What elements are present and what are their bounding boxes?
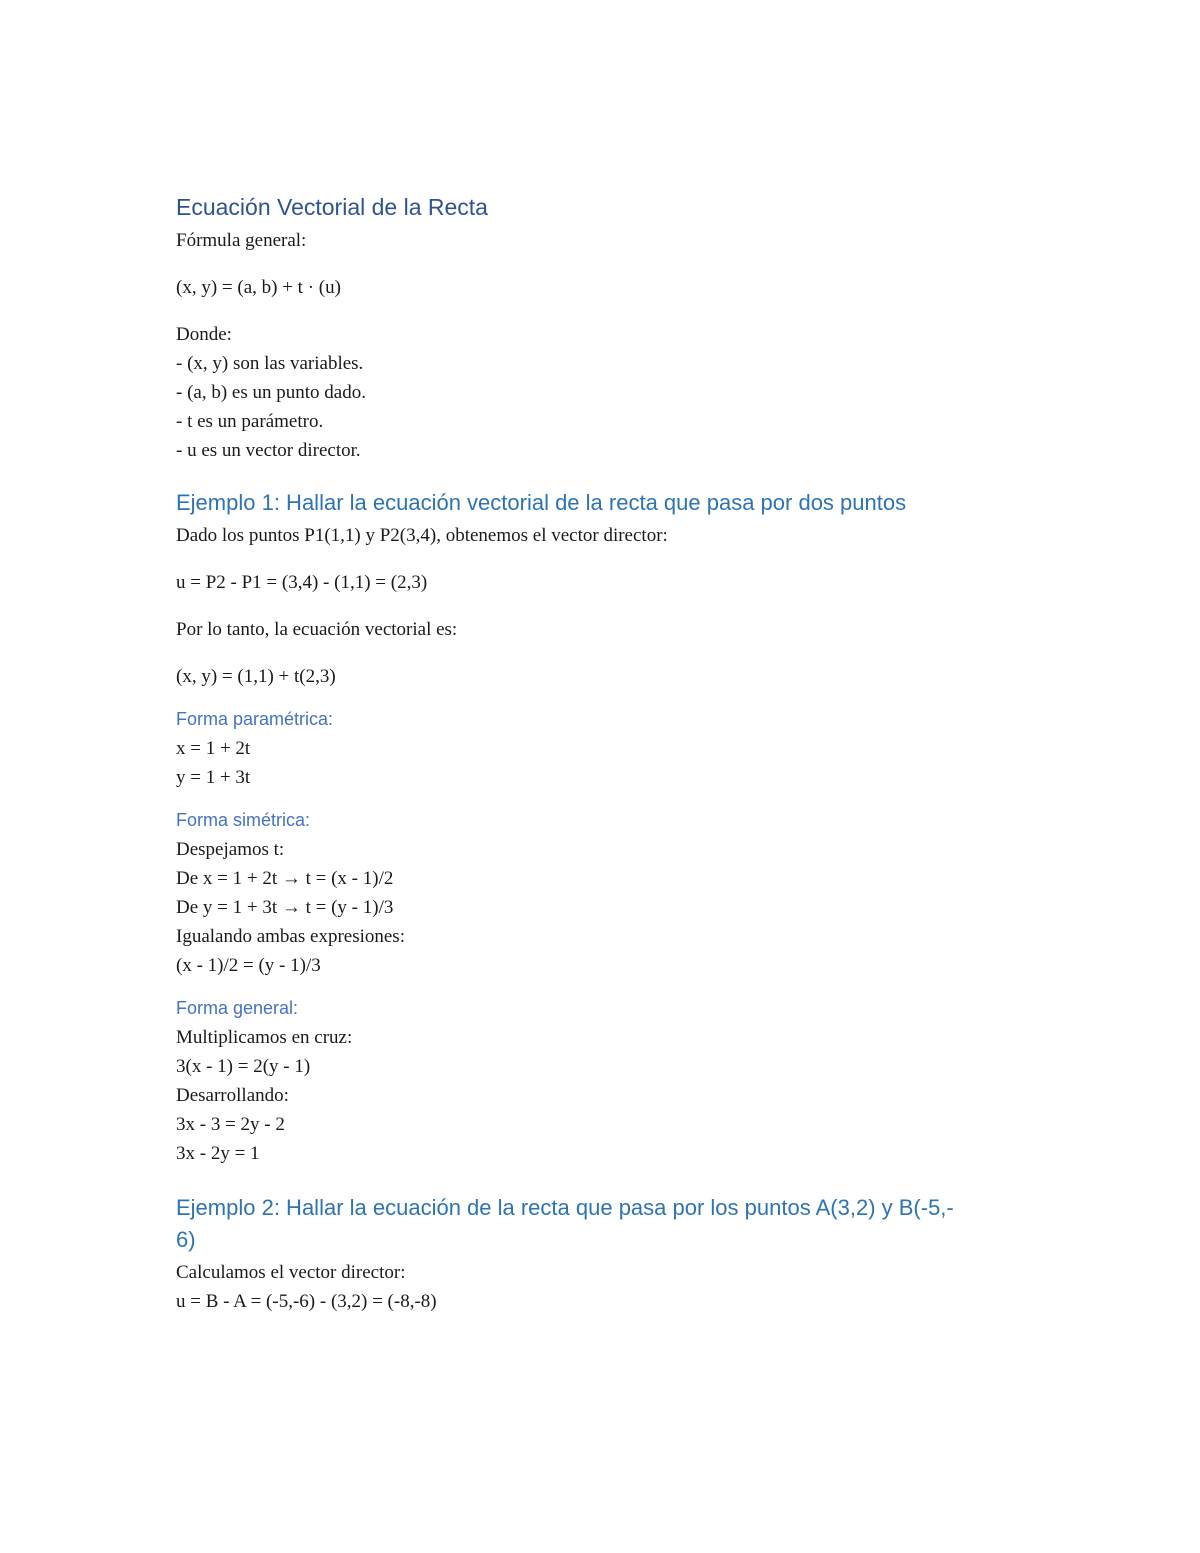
- general-form-line: 3x - 3 = 2y - 2: [176, 1114, 285, 1135]
- example1-heading: Ejemplo 1: Hallar la ecuación vectorial de la recta que pasa por dos puntos: [176, 490, 907, 515]
- example2-heading: [176, 1192, 1026, 1256]
- formula-label: Fórmula general:: [176, 230, 307, 251]
- example2-heading-line: 6): [176, 1227, 196, 1252]
- example1-equation: (x, y) = (1,1) + t(2,3): [176, 666, 336, 687]
- definition-item: - (a, b) es un punto dado.: [176, 382, 366, 403]
- symmetric-heading: Forma simétrica:: [176, 810, 311, 830]
- parametric-heading: Forma paramétrica:: [176, 709, 334, 729]
- example2-line: Calculamos el vector director:: [176, 1262, 406, 1283]
- general-formula: (x, y) = (a, b) + t · (u): [176, 277, 341, 298]
- parametric-line: y = 1 + 3t: [176, 767, 251, 788]
- parametric-line: x = 1 + 2t: [176, 738, 251, 759]
- example1-given: Dado los puntos P1(1,1) y P2(3,4), obtenemos el vector director:: [176, 525, 668, 546]
- document-content: [176, 192, 1026, 1316]
- general-form-line: Desarrollando:: [176, 1085, 289, 1106]
- definition-item: - u es un vector director.: [176, 440, 361, 461]
- general-form-line: 3(x - 1) = 2(y - 1): [176, 1056, 311, 1077]
- document-title: Ecuación Vectorial de la Recta: [176, 194, 488, 220]
- example2-heading-line: Ejemplo 2: Hallar la ecuación de la recta que pasa por los puntos A(3,2) y B(-5,-: [176, 1195, 954, 1220]
- general-form-line: Multiplicamos en cruz:: [176, 1027, 353, 1048]
- example1-vector: u = P2 - P1 = (3,4) - (1,1) = (2,3): [176, 572, 428, 593]
- definition-item: - t es un parámetro.: [176, 411, 324, 432]
- symmetric-line: De x = 1 + 2t → t = (x - 1)/2: [176, 868, 394, 889]
- definition-item: - (x, y) son las variables.: [176, 353, 364, 374]
- general-form-heading: Forma general:: [176, 998, 299, 1018]
- symmetric-line: Despejamos t:: [176, 839, 285, 860]
- general-form-line: 3x - 2y = 1: [176, 1143, 260, 1164]
- symmetric-line: De y = 1 + 3t → t = (y - 1)/3: [176, 897, 394, 918]
- symmetric-line: (x - 1)/2 = (y - 1)/3: [176, 955, 321, 976]
- example1-therefore: Por lo tanto, la ecuación vectorial es:: [176, 619, 458, 640]
- where-label: Donde:: [176, 324, 232, 345]
- symmetric-line: Igualando ambas expresiones:: [176, 926, 405, 947]
- example2-line: u = B - A = (-5,-6) - (3,2) = (-8,-8): [176, 1291, 437, 1312]
